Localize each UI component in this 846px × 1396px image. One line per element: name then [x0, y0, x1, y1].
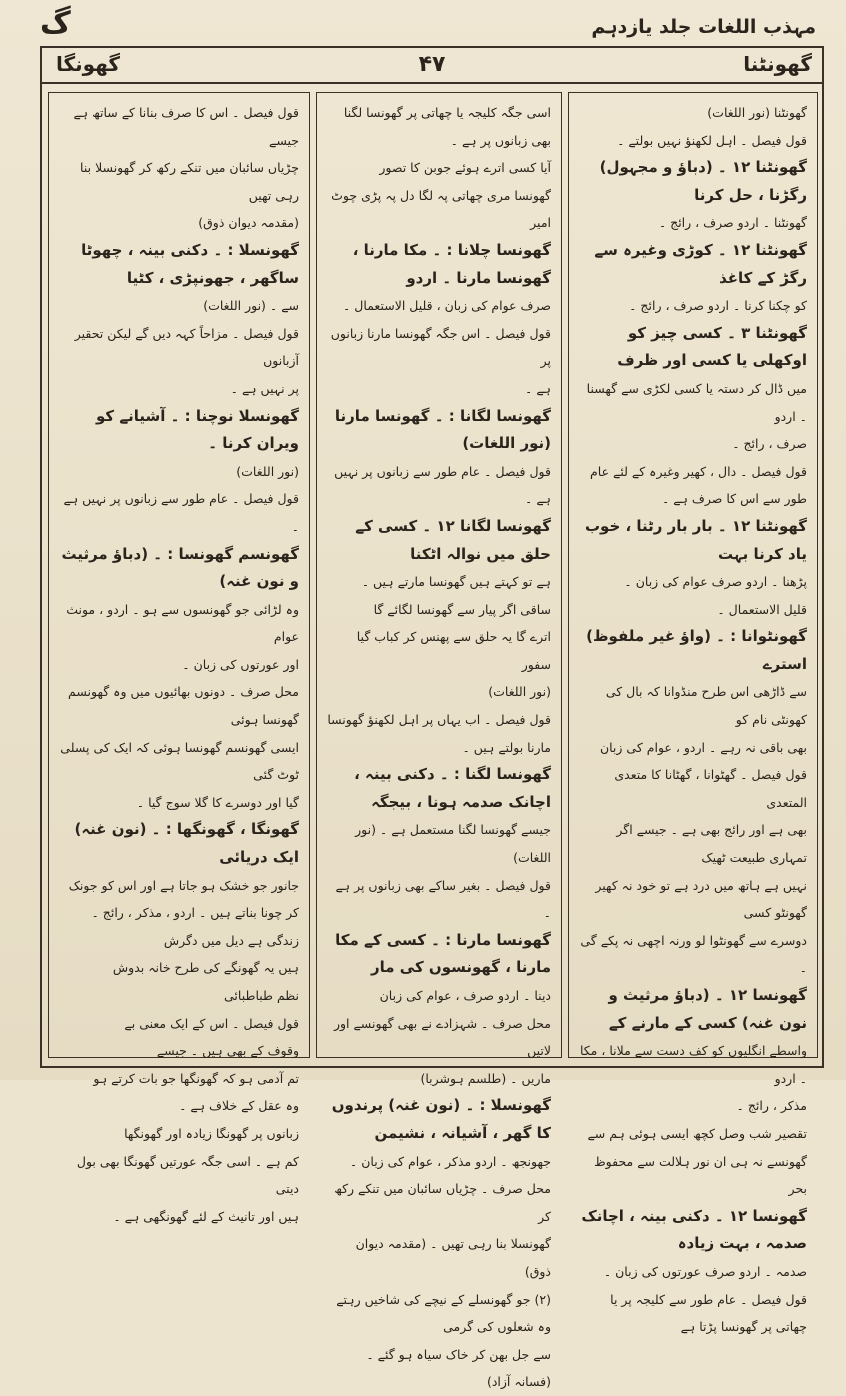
entry-line: کو چکنا کرنا ۔ اردو صرف ، رائج ۔: [629, 298, 807, 314]
entry-line: محل صرف ۔ دونوں بھائیوں میں وہ گھونسم گھونسا ہوئی: [68, 684, 299, 728]
entry-line: قلیل الاستعمال ۔: [717, 601, 807, 617]
page-frame: [40, 46, 824, 1390]
entry-line: گھونسا لگانا ۱۲ ۔ کسی کے حلق میں نوالہ اٹکنا: [355, 516, 551, 563]
entry-line: گھونسا چلانا : ۔ مکا مارنا ، گھونسا مارنا ۔ اردو: [352, 240, 551, 287]
entry-line: اترے گا یہ حلق سے پھنس کر کباب گیا سفور: [356, 629, 551, 672]
entry-line: اسی جگہ کلیجہ یا چھاتی پر گھونسا لگنا بھی زبانوں پر ہے ۔: [343, 105, 551, 148]
entry-line: قول فیصل ۔ اہل لکھنؤ نہیں بولتے ۔: [617, 132, 807, 148]
page-number: ۴۷: [418, 52, 446, 77]
entry-line: نظم طباطبائی: [224, 988, 299, 1003]
entry-line: گھونٹنا ۳ ۔ کسی چیز کو اوکھلی یا کسی اور ظرف: [617, 323, 807, 370]
entry-line: صدمہ ۔ اردو صرف عورتوں کی زبان ۔: [603, 1263, 807, 1279]
column-middle: [316, 92, 562, 1390]
entry-line: گھونسلا : ۔ (نون غنہ) پرندوں کا گھر ، آشیانہ ، نشیمن: [331, 1096, 551, 1142]
entry-line: (نور اللغات): [236, 463, 299, 479]
entry-line: گھونسے نہ ہی ان نور ہلالت سے محفوظ بحر: [594, 1153, 807, 1197]
entry-line: گھونسا ۱۲ ۔ (دباؤ مرثیث و نون غنہ) کسی کے مارنے کے: [608, 986, 807, 1032]
entry-line: ساقی اگر پیار سے گھونسا لگائے گا: [373, 601, 551, 617]
entry-line: پڑھنا ۔ اردو صرف عوام کی زبان ۔: [624, 574, 807, 590]
entry-line: قول فیصل ۔ بغیر ساکے بھی زبانوں پر ہے ۔: [335, 877, 551, 921]
entry-line: تقصیر شب وصل کچھ ایسی ہوئی ہم سے: [587, 1125, 807, 1141]
entry-line: گھونسلا نوچنا : ۔ آشیانے کو ویران کرنا ۔: [95, 406, 299, 453]
guide-word-right: گھونٹنا: [743, 52, 812, 76]
entry-line: واسطے انگلیوں کو کف دست سے ملانا ، مکا ۔ اردو: [579, 1043, 807, 1086]
entry-line: بھی ہے اور رائج بھی ہے ۔ جیسے اگر تمہاری طبیعت ٹھیک: [616, 822, 807, 866]
entry-line: گھونٹنا (نور اللغات): [707, 105, 807, 120]
section-letter: گ: [40, 6, 71, 41]
entry-line: گھونسا لگانا : ۔ گھونسا مارنا (نور اللغات): [334, 406, 551, 453]
entry-line: گیا اور دوسرے کا گلا سوج گیا ۔: [136, 794, 299, 810]
entry-line: زندگی ہے دیل میں دگرش: [163, 932, 299, 948]
entry-line: گھونسلا بنا رہی تھیں ۔ (مقدمہ دیوان ذوق): [355, 1236, 551, 1279]
entry-line: (نور اللغات): [488, 684, 551, 700]
entry-line: طور سے اس کا صرف ہے ۔: [661, 491, 807, 507]
entry-line: (مقدمہ دیوان ذوق): [198, 215, 299, 231]
entry-line: آیا کسی اترے ہوئے جوبن کا تصور: [379, 160, 551, 176]
entry-line: قول فیصل ۔ عام طور سے زبانوں پر نہیں ہے ۔: [334, 463, 551, 507]
entry-line: محل صرف ۔ چڑیاں سائبان میں تنکے رکھ کر: [334, 1181, 551, 1224]
guide-word-left: گھونگا: [56, 52, 121, 76]
entry-line: قول فیصل ۔ اس کا صرف بنانا کے ساتھ ہے جیسے: [73, 105, 299, 148]
entry-line: گھونٹنا ۱۲ ۔ کوڑی وغیرہ سے رگڑ کے کاغذ: [594, 240, 807, 287]
entry-line: قول فیصل ۔ اس کے ایک معنی بے: [124, 1015, 299, 1031]
entry-line: سے ڈاڑھی اس طرح منڈوانا کہ بال کی کھونٹی نام کو: [605, 684, 807, 728]
entry-line: قول فیصل ۔ دال ، کھیر وغیرہ کے لئے عام: [590, 463, 807, 479]
entry-line: مذکر ، رائج ۔: [736, 1098, 807, 1114]
entry-line: وقوف کے بھی ہیں ۔ جیسے: [156, 1043, 299, 1059]
entry-line: (۲) جو گھونسلے کے نیچے کی شاخیں رہتے وہ شعلوں کی گرمی: [336, 1291, 551, 1335]
entry-line: سے جل بھن کر خاک سیاہ ہو گئے ۔ (فسانہ آزاد): [366, 1346, 551, 1390]
entry-line: صرف عوام کی زبان ، قلیل الاستعمال ۔: [343, 298, 551, 314]
entry-line: میں ڈال کر دستہ یا کسی لکڑی سے گھسنا ۔ اردو: [586, 380, 807, 424]
entry-line: گھونٹوانا : ۔ (واؤ غیر ملفوظ) استرے: [586, 627, 807, 673]
entry-line: بھی باقی نہ رہے ۔ اردو ، عوام کی زبان: [599, 739, 807, 755]
entry-line: دینا ۔ اردو صرف ، عوام کی زبان: [379, 988, 551, 1003]
entry-line: ہیں اور تانیث کے لئے گھونگھی ہے ۔: [113, 1208, 299, 1224]
entry-line: وہ لڑائی جو گھونسوں سے ہو ۔ اردو ، مونث عوام: [66, 601, 299, 645]
entry-line: قول فیصل ۔ گھٹوانا ، گھٹانا کا متعدی المتعدی: [614, 767, 807, 810]
entry-line: گھونگا ، گھونگھا : ۔ (نون غنہ) ایک دریائی: [74, 820, 299, 867]
entry-line: جھونجھ ۔ اردو مذکر ، عوام کی زبان ۔: [349, 1153, 551, 1169]
entry-line: اور عورتوں کی زبان ۔: [182, 656, 299, 672]
entry-line: پر نہیں ہے ۔: [230, 380, 299, 396]
running-title: مہذب اللغات جلد یازدہم: [591, 16, 816, 38]
entry-line: وہ عقل کے خلاف ہے ۔: [179, 1098, 299, 1114]
column-left: [48, 92, 310, 1224]
entry-line: گھونٹنا ۔ اردو صرف ، رائج ۔: [658, 215, 807, 231]
entry-line: محل صرف ۔ شہزادے نے بھی گھونسے اور لاتیں: [333, 1015, 551, 1059]
entry-line: قول فیصل ۔ مزاحاً کہہ دیں گے لیکن تحقیر آزبانوں: [74, 325, 299, 369]
entry-line: گھونسم گھونسا : ۔ (دباؤ مرثیث و نون غنہ): [61, 544, 299, 591]
entry-line: نہیں ہے ہاتھ میں درد ہے تو خود نہ کھیر گھونٹو کسی: [595, 877, 807, 921]
entry-line: قول فیصل ۔ عام طور سے زبانوں پر نہیں ہے ۔: [63, 491, 299, 534]
entry-line: تم آدمی ہو کہ گھونگھا جو بات کرتے ہو: [93, 1070, 299, 1086]
entry-line: گھونسا لگنا : ۔ دکنی بینہ ، اچانک صدمہ ہونا ، بیجگہ: [354, 765, 551, 811]
entry-line: صرف ، رائج ۔: [732, 436, 807, 452]
column-right: [568, 92, 818, 1335]
entry-line: کم ہے ۔ اسی جگہ عورتیں گھونگا بھی بول دیتی: [76, 1153, 299, 1197]
entry-line: کر چونا بناتے ہیں ۔ اردو ، مذکر ، رائج ۔: [91, 905, 299, 921]
entry-line: گھونسا مری چھاتی پہ لگا دل پہ پڑی چوٹ امیر: [331, 187, 551, 231]
entry-line: قول فیصل ۔ اب یہاں پر اہل لکھنؤ گھونسا: [327, 712, 551, 728]
page-header: [40, 6, 816, 46]
entry-line: دوسرے سے گھونٹوا لو ورنہ اچھی نہ پکے گی ۔: [580, 932, 807, 976]
entry-line: گھونٹنا ۱۲ ۔ (دباؤ و مجہول) رگڑنا ، حل کرنا: [599, 158, 807, 204]
entry-line: جیسے گھونسا لگنا مستعمل ہے ۔ (نور اللغات): [355, 822, 551, 866]
entry-line: گھونسا ۱۲ ۔ دکنی بینہ ، اچانک صدمہ ، بہت زیادہ: [581, 1206, 807, 1253]
entry-line: ماریں ۔ (طلسم ہوشربا): [420, 1070, 551, 1086]
entry-line: مارنا بولتے ہیں ۔: [462, 739, 551, 755]
entry-line: ایسی گھونسم گھونسا ہوئی کہ ایک کی پسلی ٹوٹ گئی: [60, 739, 299, 783]
entry-line: ہے تو کہتے ہیں گھونسا مارتے ہیں ۔: [361, 574, 551, 590]
entry-line: ہیں یہ گھونگے کی طرح خانہ بدوش: [112, 960, 299, 976]
entry-line: قول فیصل ۔ اس جگہ گھونسا مارنا زبانوں پر: [330, 325, 551, 369]
entry-line: زبانوں پر گھونگا زیادہ اور گھونگھا: [124, 1125, 299, 1141]
entry-line: چڑیاں سائبان میں تنکے رکھ کر گھونسلا بنا رہی تھیں: [80, 160, 299, 203]
guide-word-row: [42, 48, 822, 84]
entry-line: ہے ۔: [525, 380, 551, 396]
entry-line: گھونسلا : ۔ دکنی بینہ ، چھوٹا ساگھر ، جھونپڑی ، کٹیا: [81, 240, 299, 287]
entry-line: جانور جو خشک ہو جاتا ہے اور اس کو جونک: [68, 877, 299, 893]
entry-line: سے ۔ (نور اللغات): [203, 298, 299, 314]
entry-line: قول فیصل ۔ عام طور سے کلیجہ پر یا چھاتی پر گھونسا پڑتا ہے: [610, 1291, 807, 1335]
entry-line: گھونٹنا ۱۲ ۔ بار بار رٹنا ، خوب یاد کرنا بہت: [584, 516, 807, 563]
entry-line: گھونسا مارنا : ۔ کسی کے مکا مارنا ، گھونسوں کی مار: [335, 930, 551, 977]
